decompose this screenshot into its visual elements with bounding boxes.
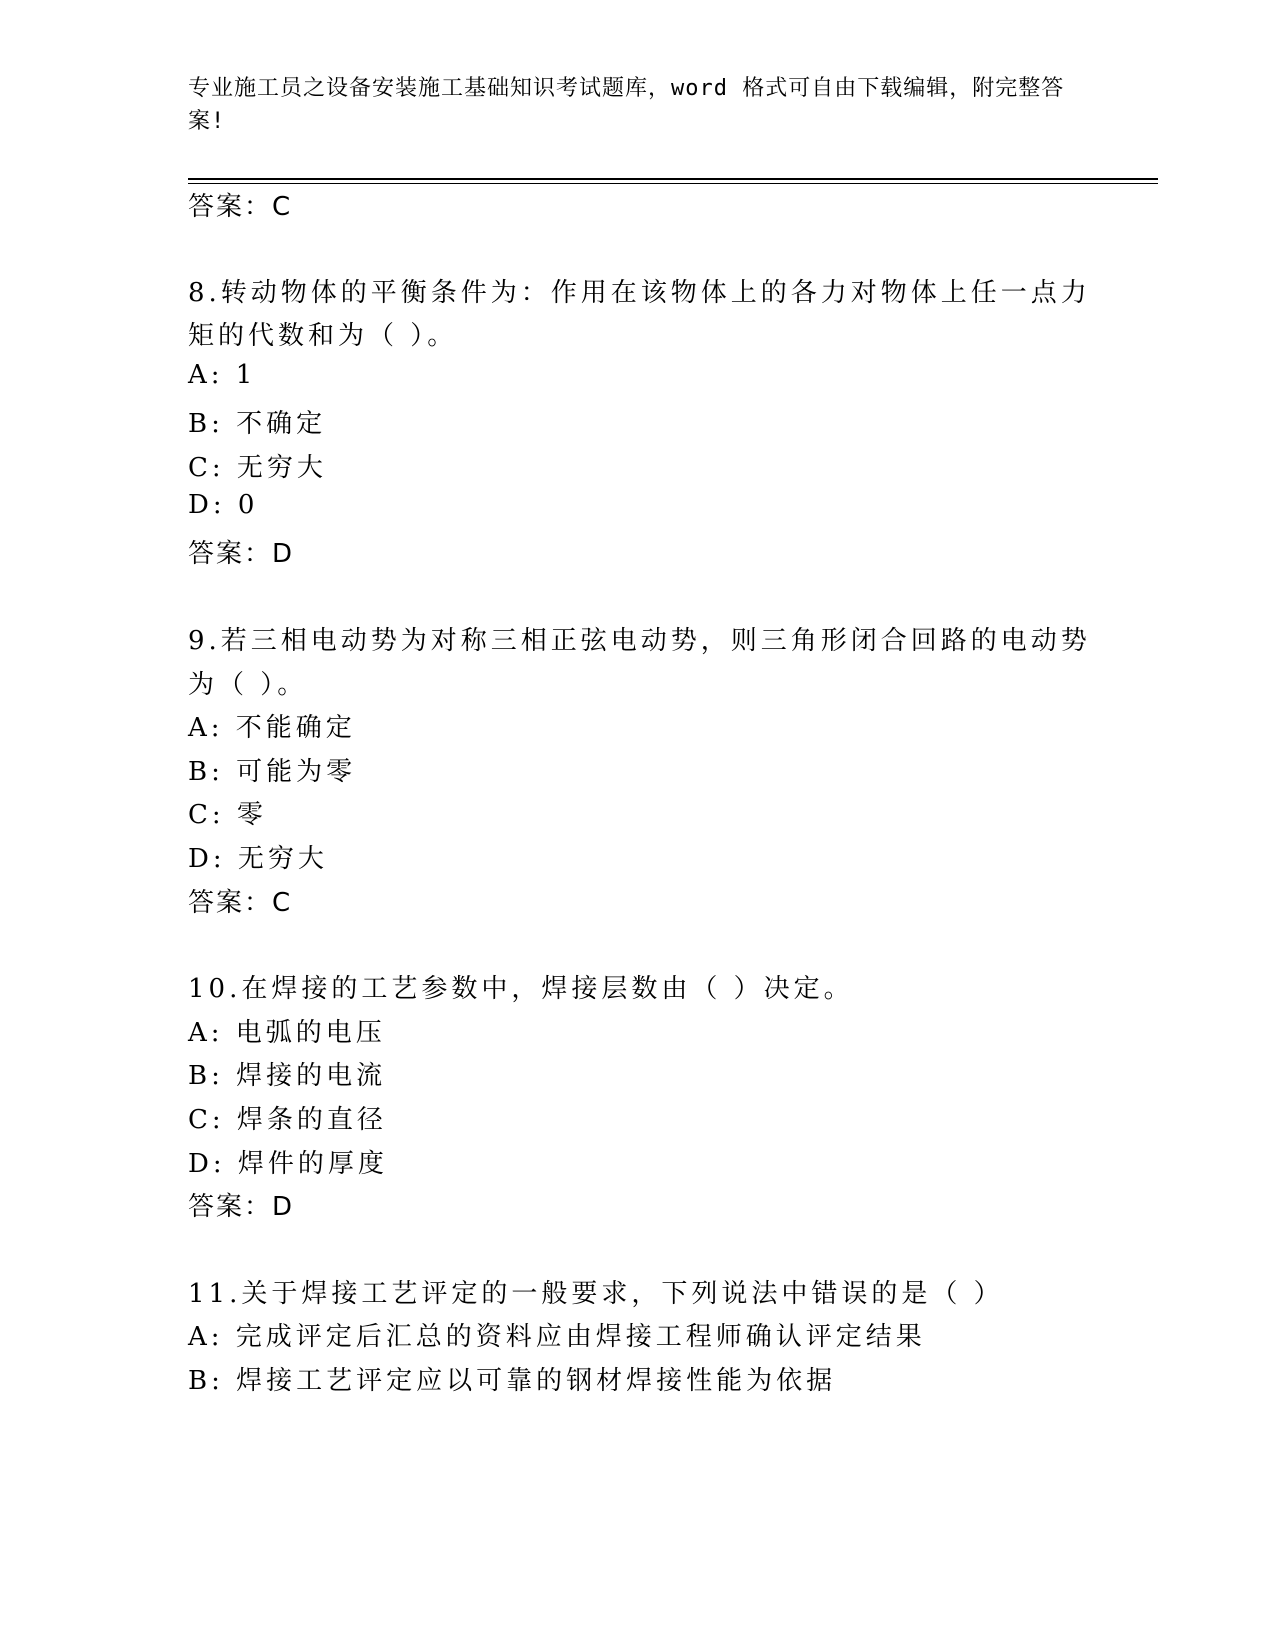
question-9-option-d: D: 无穷大 — [188, 844, 328, 874]
header-divider-thin — [188, 183, 1158, 184]
document-header: 专业施工员之设备安装施工基础知识考试题库，word 格式可自由下载编辑，附完整答案! — [188, 76, 1065, 134]
question-8-stem: 8.转动物体的平衡条件为：作用在该物体上的各力对物体上任一点力 — [188, 278, 1091, 308]
header-divider — [188, 178, 1158, 180]
question-8-answer: 答案：D — [188, 539, 295, 569]
question-10-option-c: C: 焊条的直径 — [188, 1105, 387, 1135]
question-10-answer: 答案：D — [188, 1192, 295, 1222]
question-9-option-c: C: 零 — [188, 800, 267, 830]
question-8-option-b: B: 不确定 — [188, 409, 327, 439]
question-8-stem-cont: 矩的代数和为（ ）。 — [188, 321, 458, 351]
question-8-option-a: A: 1 — [188, 360, 257, 390]
question-10-stem: 10.在焊接的工艺参数中，焊接层数由（ ）决定。 — [188, 974, 854, 1004]
question-9-stem-cont: 为（ ）。 — [188, 670, 308, 700]
question-10-option-d: D: 焊件的厚度 — [188, 1149, 388, 1179]
answer-line: 答案：C — [188, 192, 293, 222]
question-9-answer: 答案：C — [188, 888, 293, 918]
question-11-stem: 11.关于焊接工艺评定的一般要求，下列说法中错误的是（ ） — [188, 1279, 1004, 1309]
question-8-option-c: C: 无穷大 — [188, 453, 327, 483]
question-9-option-a: A: 不能确定 — [188, 713, 356, 743]
question-11-option-b: B: 焊接工艺评定应以可靠的钢材焊接性能为依据 — [188, 1366, 837, 1396]
question-10-option-a: A: 电弧的电压 — [188, 1018, 386, 1048]
question-8-option-d: D: 0 — [188, 490, 259, 520]
question-10-option-b: B: 焊接的电流 — [188, 1061, 387, 1091]
question-9-option-b: B: 可能为零 — [188, 757, 357, 787]
question-11-option-a: A: 完成评定后汇总的资料应由焊接工程师确认评定结果 — [188, 1322, 926, 1352]
question-9-stem: 9.若三相电动势为对称三相正弦电动势，则三角形闭合回路的电动势 — [188, 626, 1091, 656]
